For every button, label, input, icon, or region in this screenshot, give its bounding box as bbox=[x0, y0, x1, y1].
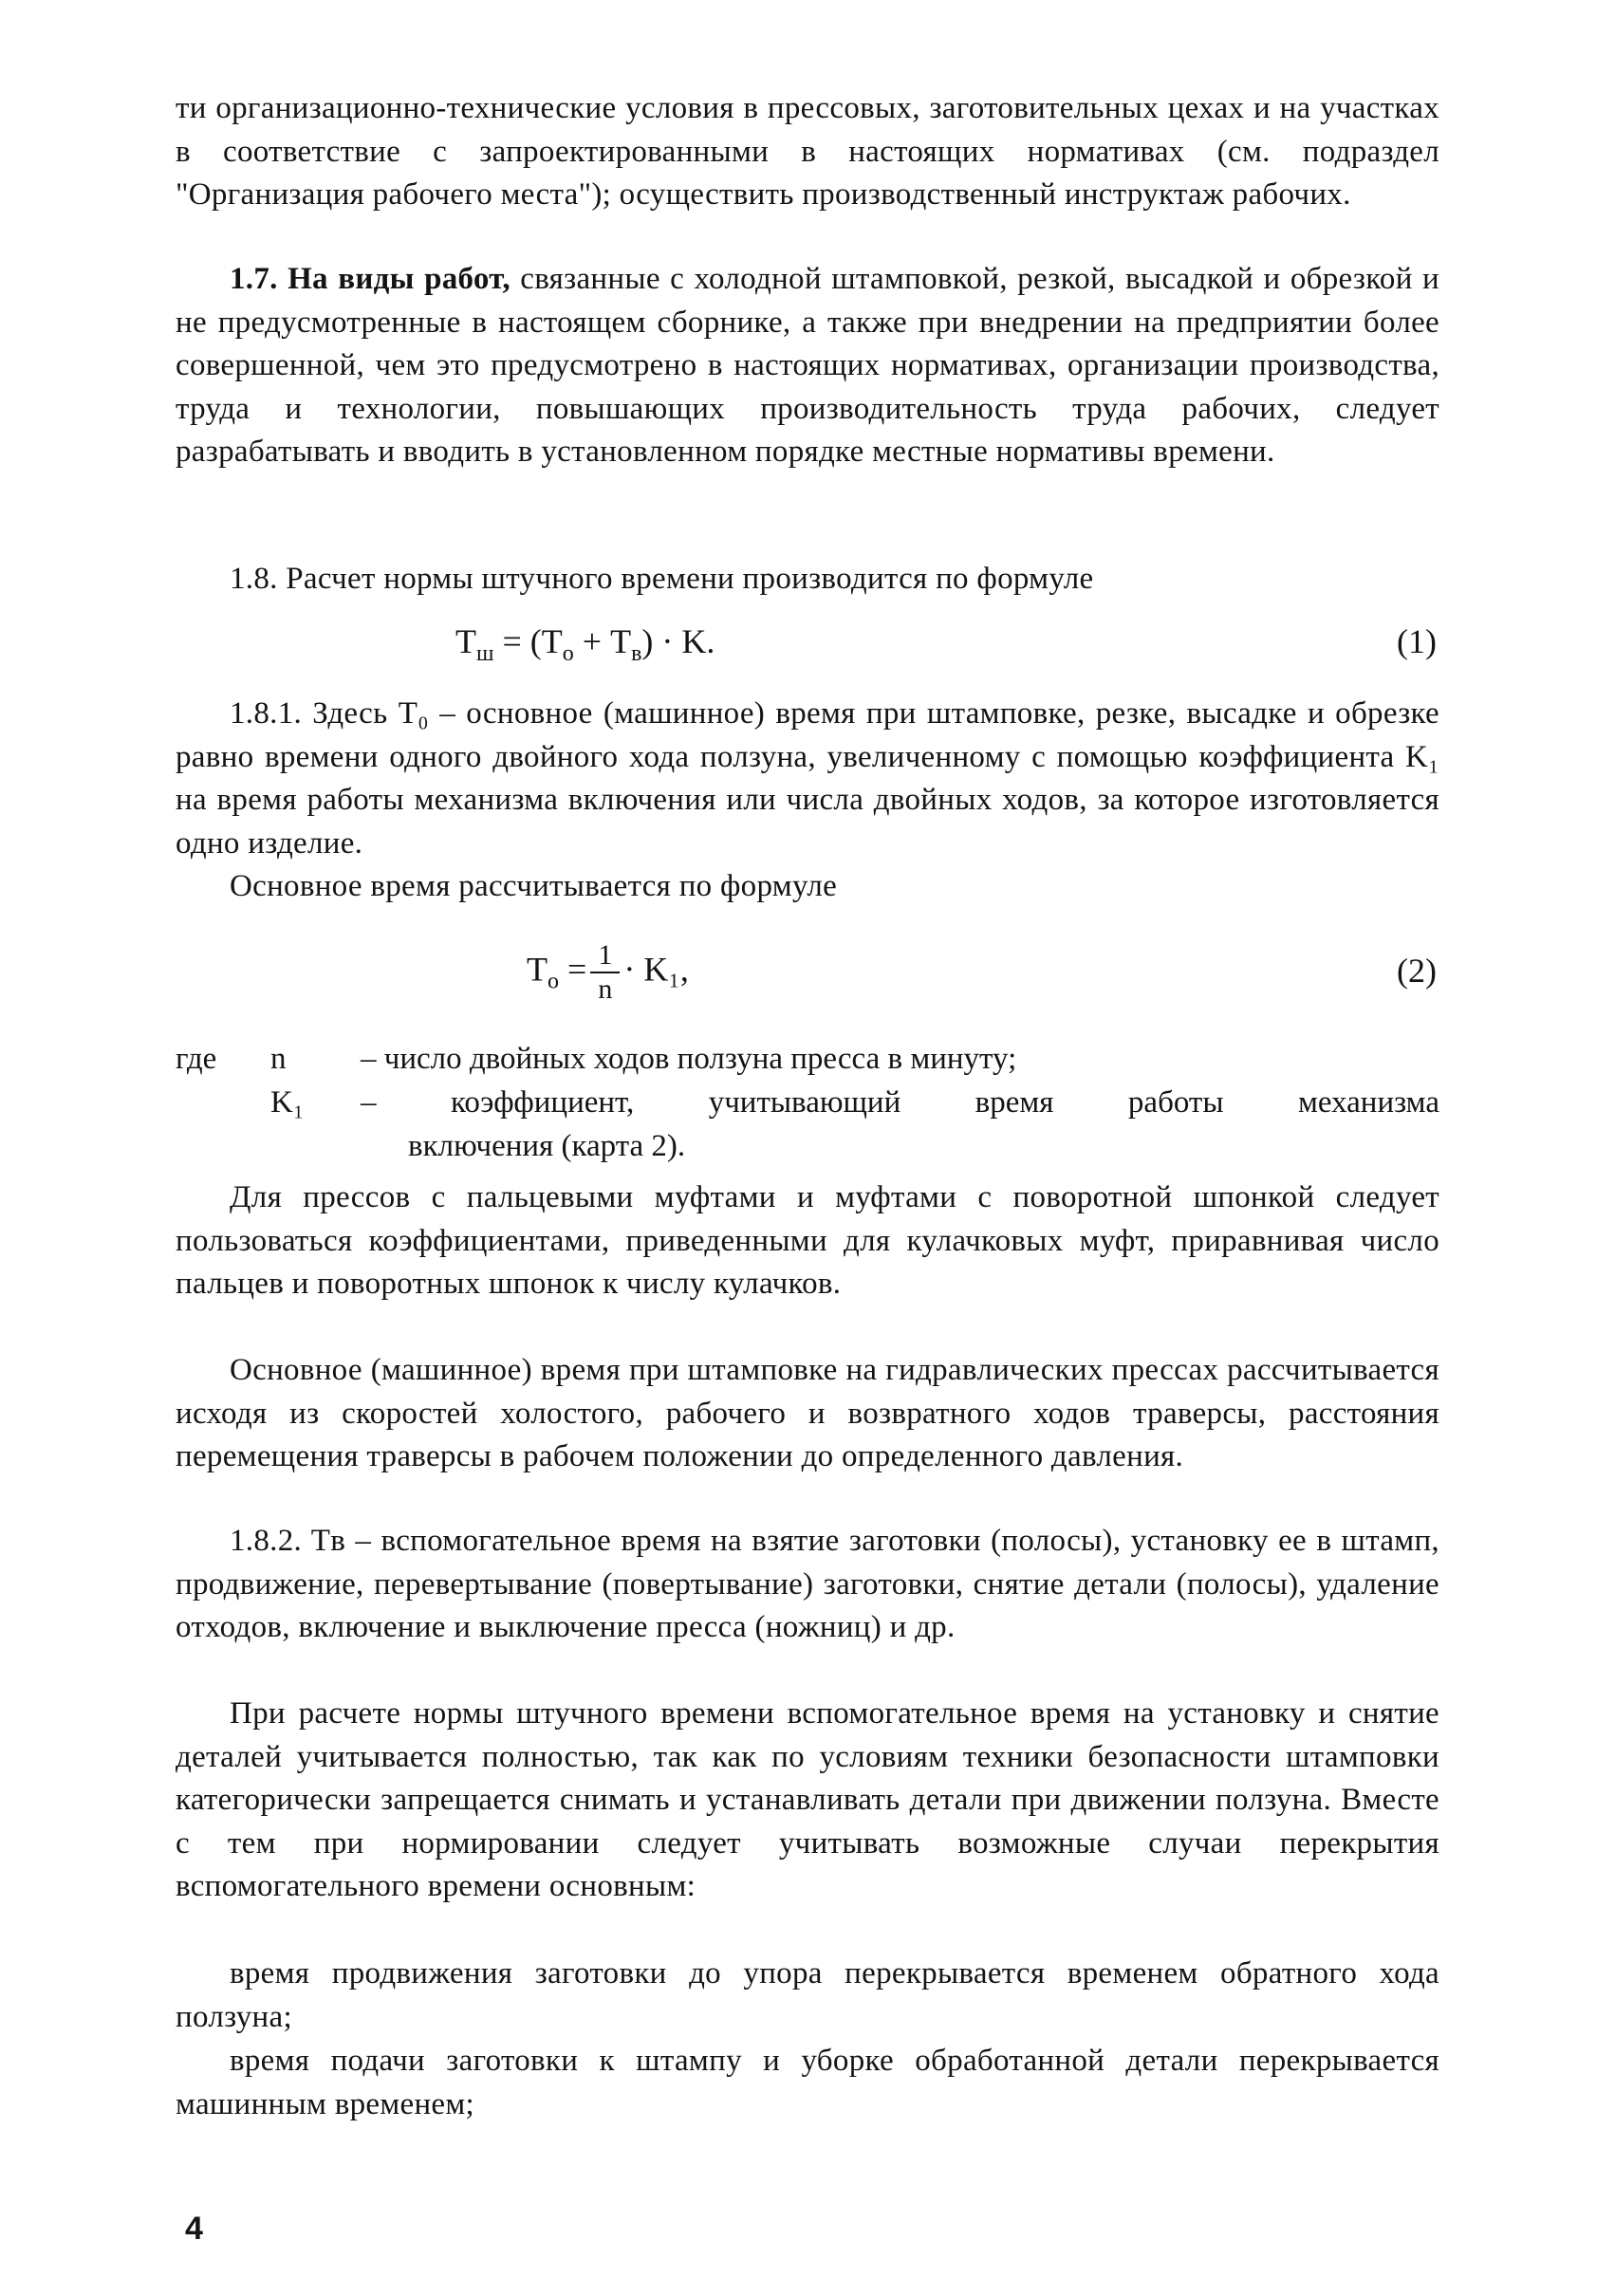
paragraph-1-8-1: 1.8.1. Здесь T₀ – основное (машинное) время при штамповке, резке, высадке и обрезке равно времени одного двойного хода ползуна, увеличенному с помощью коэффициента K₁ на время работы механизма включения или числа двойных ходов, за которое изготовляется одно изделие. bbox=[176, 696, 1439, 861]
paragraph-advance-time: время продвижения заготовки до упора перекрывается временем обратного хода ползуна; bbox=[176, 1956, 1439, 2034]
paragraph-presses: Для прессов с пальцевыми муфтами и муфтами с поворотной шпонкой следует пользоваться коэффициентами, приведенными для кулачковых муфт, приравнивая число пальцев и поворотных шпонок к числу кулачков. bbox=[176, 1180, 1439, 1301]
where-n-symbol: n bbox=[270, 1042, 287, 1076]
formula-2: $T_о$ = $\frac{1}{n}$ · K₁, bbox=[527, 939, 689, 1005]
paragraph-1-7-body: связанные с холодной штамповкой, резкой, высадкой и обрезкой и не предусмотренные в настоящем сборнике, а также при внедрении на предприятии более совершенной, чем это предусмотрено в настоящих нормативах, организации производства, труда и технологии, повышающих производительность труда рабочих, следует разрабатывать и вводить в установленном порядке местные нормативы времени. bbox=[176, 262, 1439, 469]
formula-2-number: (2) bbox=[1397, 952, 1437, 990]
paragraph-1-8-2: 1.8.2. Tв – вспомогательное время на взятие заготовки (полосы), установку ее в штамп, продвижение, перевертывание (повертывание) заготовки, снятие детали (полосы), удаление отходов, включение и выключение пресса (ножниц) и др. bbox=[176, 1524, 1439, 1644]
paragraph-feed-time: время подачи заготовки к штампу и уборке обработанной детали перекрывается машинным временем; bbox=[176, 2044, 1439, 2121]
paragraph-calculation: При расчете нормы штучного времени вспомогательное время на установку и снятие деталей учитывается полностью, так как по условиям техники безопасности штамповки категорически запрещается снимать и устанавливать детали при движении ползуна. Вместе с тем при нормировании следует учитывать возможные случаи перекрытия вспомогательного времени основным: bbox=[176, 1696, 1439, 1903]
formula-2-fraction: $\frac{1}{n}$ bbox=[590, 939, 620, 1006]
paragraph-main-time: Основное время рассчитывается по формуле bbox=[230, 869, 838, 903]
where-n-description: – число двойных ходов ползуна пресса в минуту; bbox=[361, 1042, 1017, 1076]
paragraph-intro: ти организационно-технические условия в прессовых, заготовительных цехах и на участках в соответствие с запроектированными в настоящих нормативах (см. подраздел "Организация рабочего места"); осуществить производственный инструктаж рабочих. bbox=[176, 91, 1439, 212]
page-number: 4 bbox=[185, 2211, 203, 2247]
where-k-symbol: K₁ bbox=[270, 1085, 305, 1120]
paragraph-1-7 bbox=[176, 258, 1439, 474]
paragraph-1-8: 1.8. Расчет нормы штучного времени производится по формуле bbox=[230, 562, 1094, 596]
formula-1: $T_ш = (T_о + T_в) \cdot K$. bbox=[455, 622, 715, 666]
where-label: где bbox=[176, 1042, 217, 1076]
paragraph-hydraulic: Основное (машинное) время при штамповке на гидравлических прессах рассчитывается исходя из скоростей холостого, рабочего и возвратного ходов траверсы, расстояния перемещения траверсы в рабочем положении до определенного давления. bbox=[176, 1353, 1439, 1473]
where-k-description: – коэффициент, учитывающий время работы механизма bbox=[361, 1085, 1439, 1120]
formula-1-number: (1) bbox=[1397, 622, 1437, 660]
paragraph-1-7-heading: 1.7. На виды работ, bbox=[230, 262, 510, 296]
where-k-description-cont: включения (карта 2). bbox=[408, 1129, 686, 1163]
